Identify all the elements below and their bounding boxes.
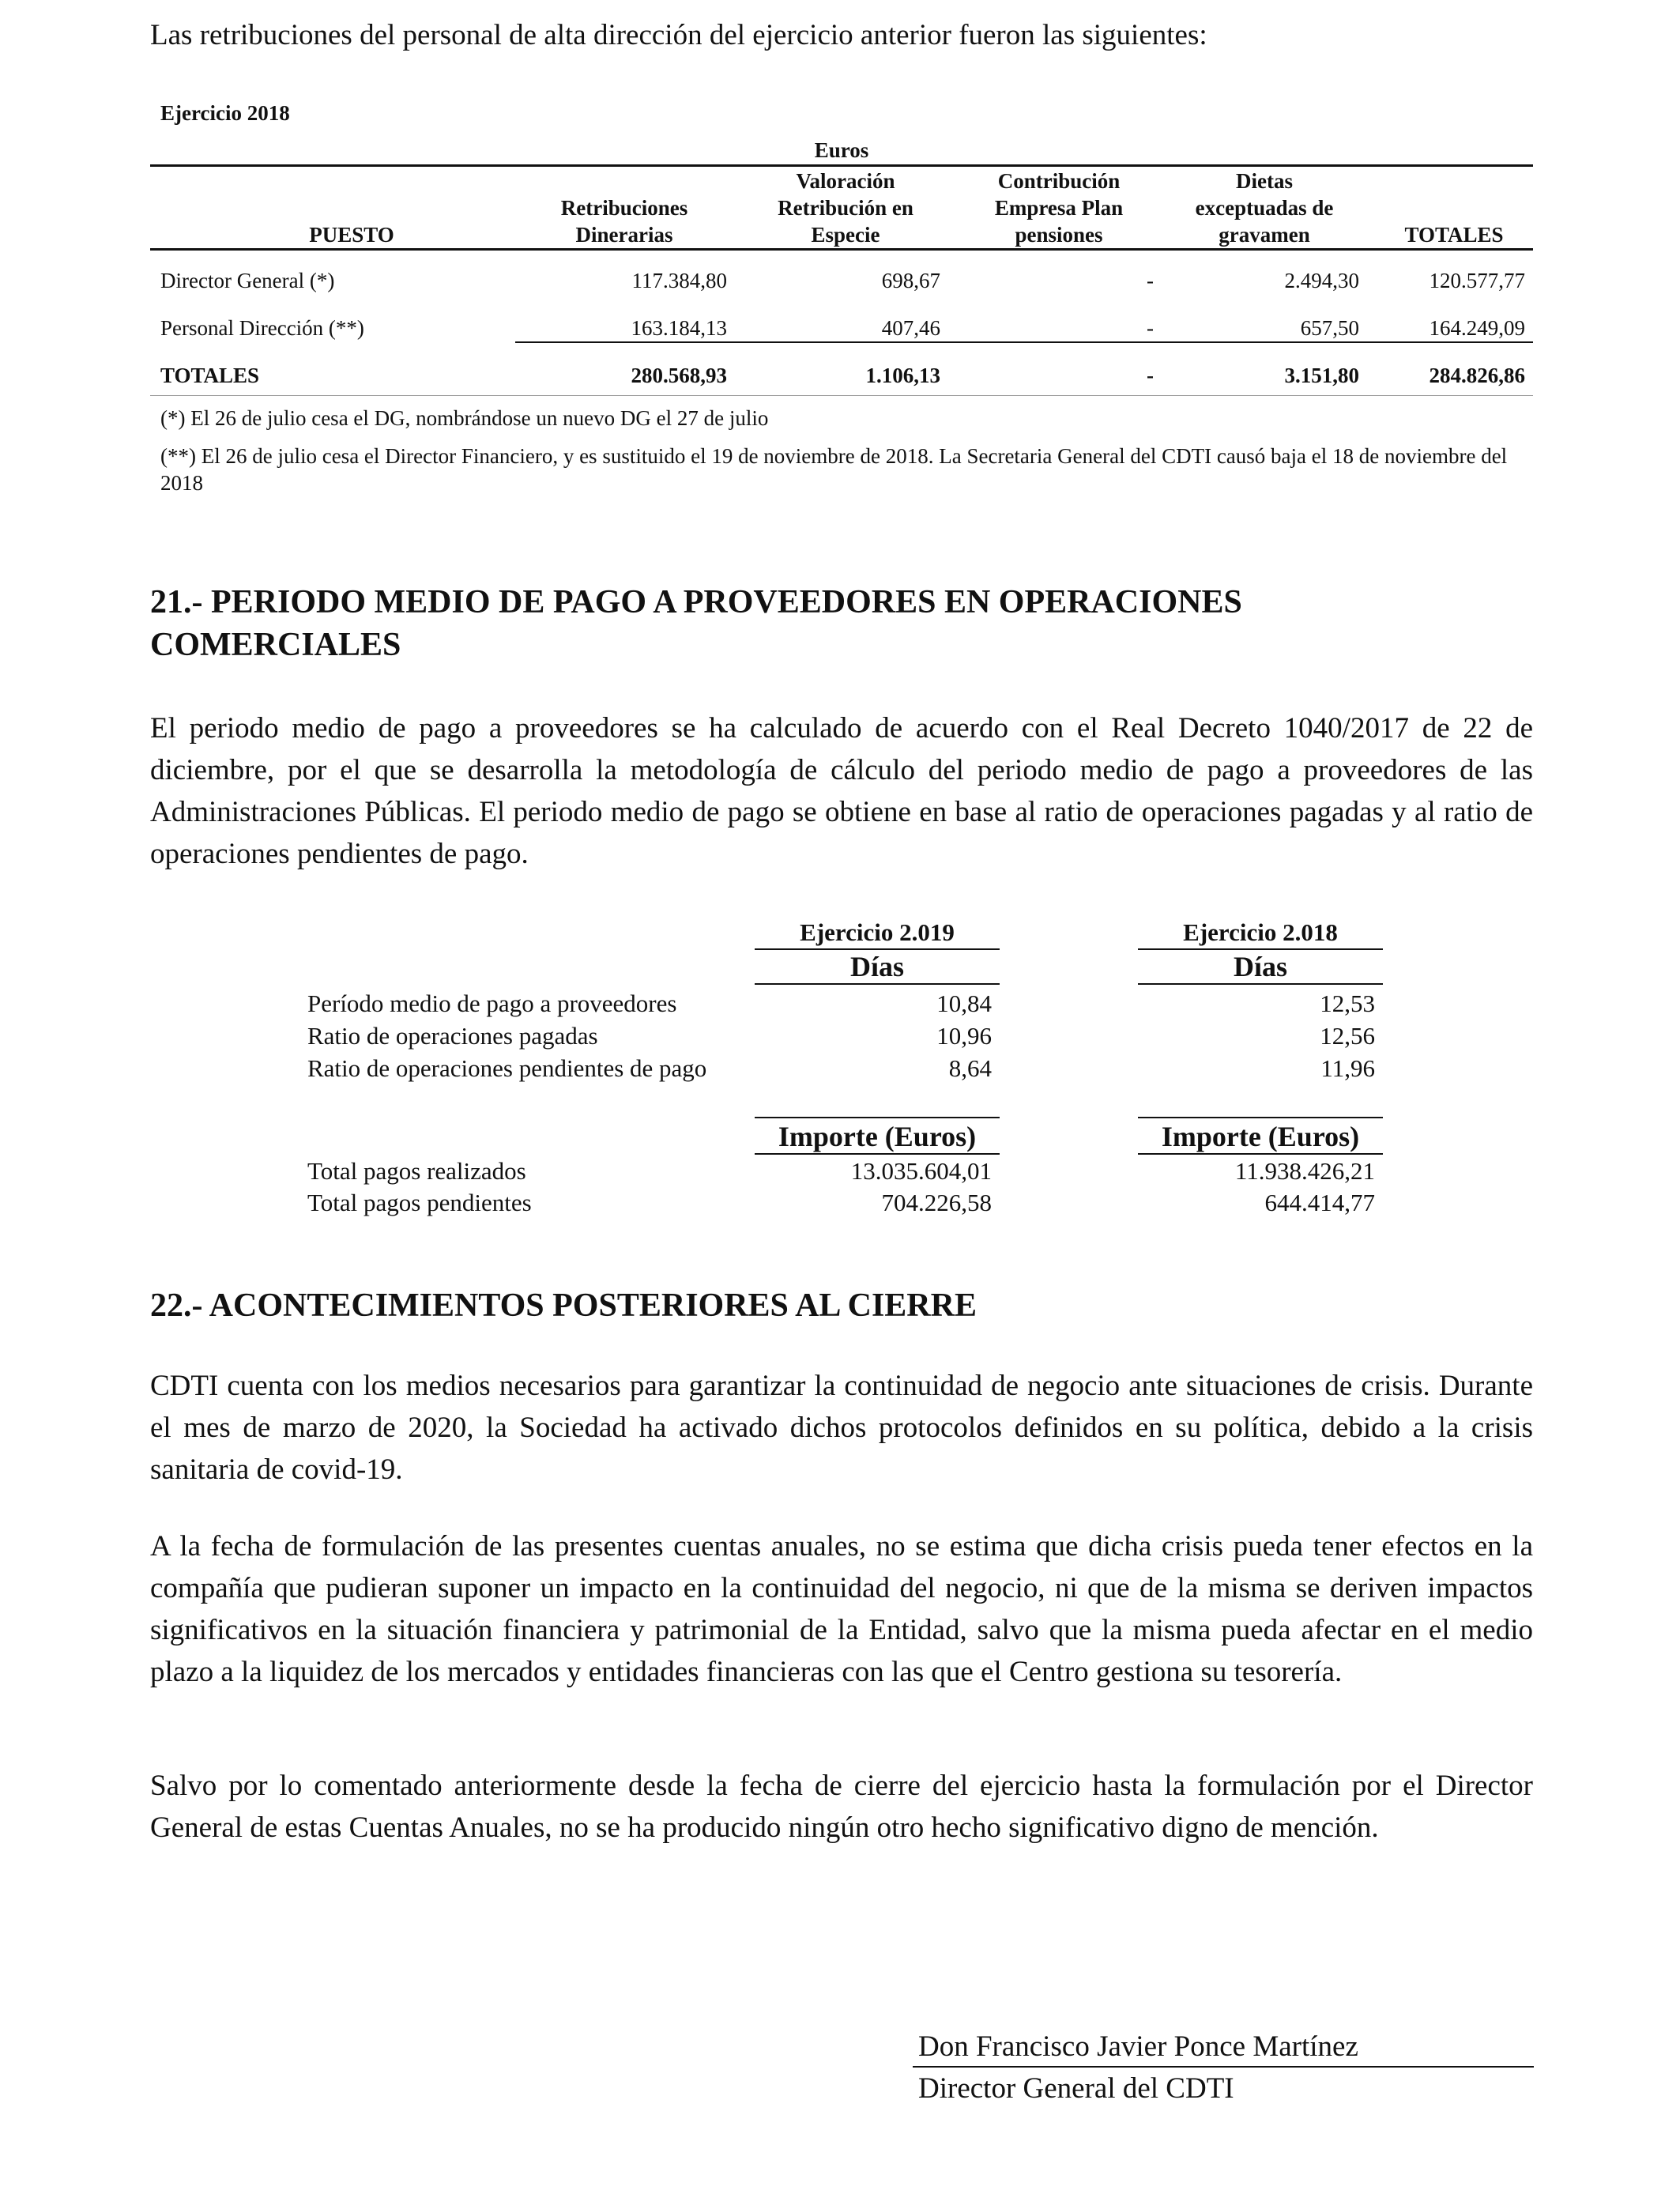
cell-puesto: Director General (*) (160, 269, 335, 292)
cell-dietas: 2.494,30 (1284, 269, 1359, 292)
header-puesto: PUESTO (309, 223, 394, 247)
cell-totales: 284.826,86 (1429, 364, 1525, 387)
section-22-paragraph: Salvo por lo comentado anteriormente desde la fecha de cierre del ejercicio hasta la formulación por el Director General de estas Cuentas Anuales, no se ha producido ningún otro hecho significativo digno de mención. (150, 1770, 1533, 1844)
dias-rule (1138, 983, 1383, 985)
cell-retribuciones: 280.568,93 (631, 364, 727, 387)
cell-contribucion: - (1147, 316, 1154, 340)
row-label: Total pagos realizados (307, 1157, 526, 1185)
cell-dietas: 657,50 (1300, 316, 1359, 340)
row-label: Período medio de pago a proveedores (307, 990, 677, 1017)
importe-label-2018: Importe (Euros) (1161, 1121, 1360, 1152)
cell-retribuciones: 117.384,80 (631, 269, 727, 292)
cell-puesto: Personal Dirección (**) (160, 316, 364, 340)
header-2019: Ejercicio 2.019 (800, 918, 955, 946)
importe-rule (755, 1153, 1000, 1155)
section-22-paragraph: A la fecha de formulación de las presentes cuentas anuales, no se estima que dicha crisis pueda tener efectos en la compañía que pudieran suponer un impacto en la continuidad del negocio, ni que de la misma se deriven impactos significativos en la situación financiera y patrimonial de la Entidad, salvo que la misma pueda afectar en el medio plazo a la liquidez de los mercados y entidades financieras con las que el Centro gestiona su tesorería. (150, 1530, 1533, 1688)
signatory-title: Director General del CDTI (918, 2072, 1234, 2105)
header-line: Valoración (796, 169, 895, 193)
cell-valoracion: 698,67 (881, 269, 940, 292)
value-2019: 704.226,58 (881, 1189, 992, 1216)
header-line: Especie (811, 223, 880, 247)
importe-top-rule (1138, 1117, 1383, 1118)
table-top-rule (150, 164, 1533, 167)
value-2018: 12,53 (1320, 990, 1375, 1017)
heading-line: 21.- PERIODO MEDIO DE PAGO A PROVEEDORES EN OPERACIONES (150, 584, 1242, 620)
cell-dietas: 3.151,80 (1284, 364, 1359, 387)
header-contribucion (956, 168, 1162, 248)
importe-rule (1138, 1153, 1383, 1155)
section-21-heading (150, 581, 1242, 666)
cell-totales: 164.249,09 (1429, 316, 1525, 340)
table-note: (**) El 26 de julio cesa el Director Financiero, y es sustituido el 19 de noviembre de 2018. La Secretaria General del CDTI causó baja el 18 de noviembre del 2018 (160, 444, 1508, 495)
header-line: Retribuciones (560, 196, 688, 220)
cell-contribucion: - (1147, 364, 1154, 387)
dias-label-2019: Días (849, 951, 904, 982)
heading-line: COMERCIALES (150, 627, 401, 663)
header-retribuciones (522, 194, 727, 248)
table-note: (*) El 26 de julio cesa el DG, nombrándose un nuevo DG el 27 de julio (160, 406, 769, 430)
value-2018: 11.938.426,21 (1234, 1157, 1375, 1185)
table-title: Ejercicio 2018 (160, 101, 290, 125)
header-2018: Ejercicio 2.018 (1183, 918, 1338, 946)
header-line: exceptuadas de (1195, 196, 1334, 220)
cell-totales: 120.577,77 (1429, 269, 1525, 292)
header-line: gravamen (1219, 223, 1310, 247)
header-line: Contribución (997, 169, 1121, 193)
dias-rule (755, 983, 1000, 985)
importe-top-rule (755, 1117, 1000, 1118)
value-2018: 12,56 (1320, 1022, 1375, 1050)
header-line: Retribución en (778, 196, 913, 220)
cell-puesto: TOTALES (160, 364, 260, 387)
header-bottom-rule (150, 248, 1533, 251)
cell-valoracion: 1.106,13 (865, 364, 940, 387)
row-label: Ratio de operaciones pendientes de pago (307, 1054, 707, 1082)
section-21-paragraph: El periodo medio de pago a proveedores se ha calculado de acuerdo con el Real Decreto 1040/2017 de 22 de diciembre, por el que se desarrolla la metodología de cálculo del periodo medio de pago a proveedores de las Administraciones Públicas. El periodo medio de pago se obtiene en base al ratio de operaciones pagadas y al ratio de operaciones pendientes de pago. (150, 712, 1533, 870)
header-valoracion (743, 168, 948, 248)
header-line: pensiones (1015, 223, 1103, 247)
table-group-header: Euros (814, 138, 869, 162)
header-line: Dinerarias (575, 223, 673, 247)
dias-label-2018: Días (1233, 951, 1287, 982)
signatory-name: Don Francisco Javier Ponce Martínez (918, 2030, 1358, 2063)
subtotal-rule (515, 341, 1533, 343)
header-line: Dietas (1236, 169, 1293, 193)
header-line: Empresa Plan (994, 196, 1124, 220)
row-label: Ratio de operaciones pagadas (307, 1022, 598, 1050)
cell-contribucion: - (1147, 269, 1154, 292)
cell-retribuciones: 163.184,13 (631, 316, 727, 340)
section-22-paragraph: CDTI cuenta con los medios necesarios para garantizar la continuidad de negocio ante situaciones de crisis. Durante el mes de marzo de 2020, la Sociedad ha activado dichos protocolos definidos en su política, debido a la crisis sanitaria de covid-19. (150, 1370, 1533, 1486)
section-22-heading: 22.- ACONTECIMIENTOS POSTERIORES AL CIERRE (150, 1287, 977, 1324)
intro-text: Las retribuciones del personal de alta dirección del ejercicio anterior fueron las siguientes: (150, 19, 1207, 51)
signature-rule (913, 2066, 1534, 2068)
table-bottom-rule (150, 395, 1533, 396)
header-dietas (1162, 168, 1367, 248)
value-2019: 13.035.604,01 (850, 1157, 992, 1185)
importe-label-2019: Importe (Euros) (778, 1121, 977, 1152)
value-2019: 8,64 (948, 1054, 992, 1082)
value-2018: 644.414,77 (1264, 1189, 1375, 1216)
row-label: Total pagos pendientes (307, 1189, 532, 1216)
cell-valoracion: 407,46 (881, 316, 940, 340)
value-2018: 11,96 (1320, 1054, 1375, 1082)
header-totales: TOTALES (1404, 223, 1504, 247)
value-2019: 10,84 (936, 990, 992, 1017)
value-2019: 10,96 (936, 1022, 992, 1050)
